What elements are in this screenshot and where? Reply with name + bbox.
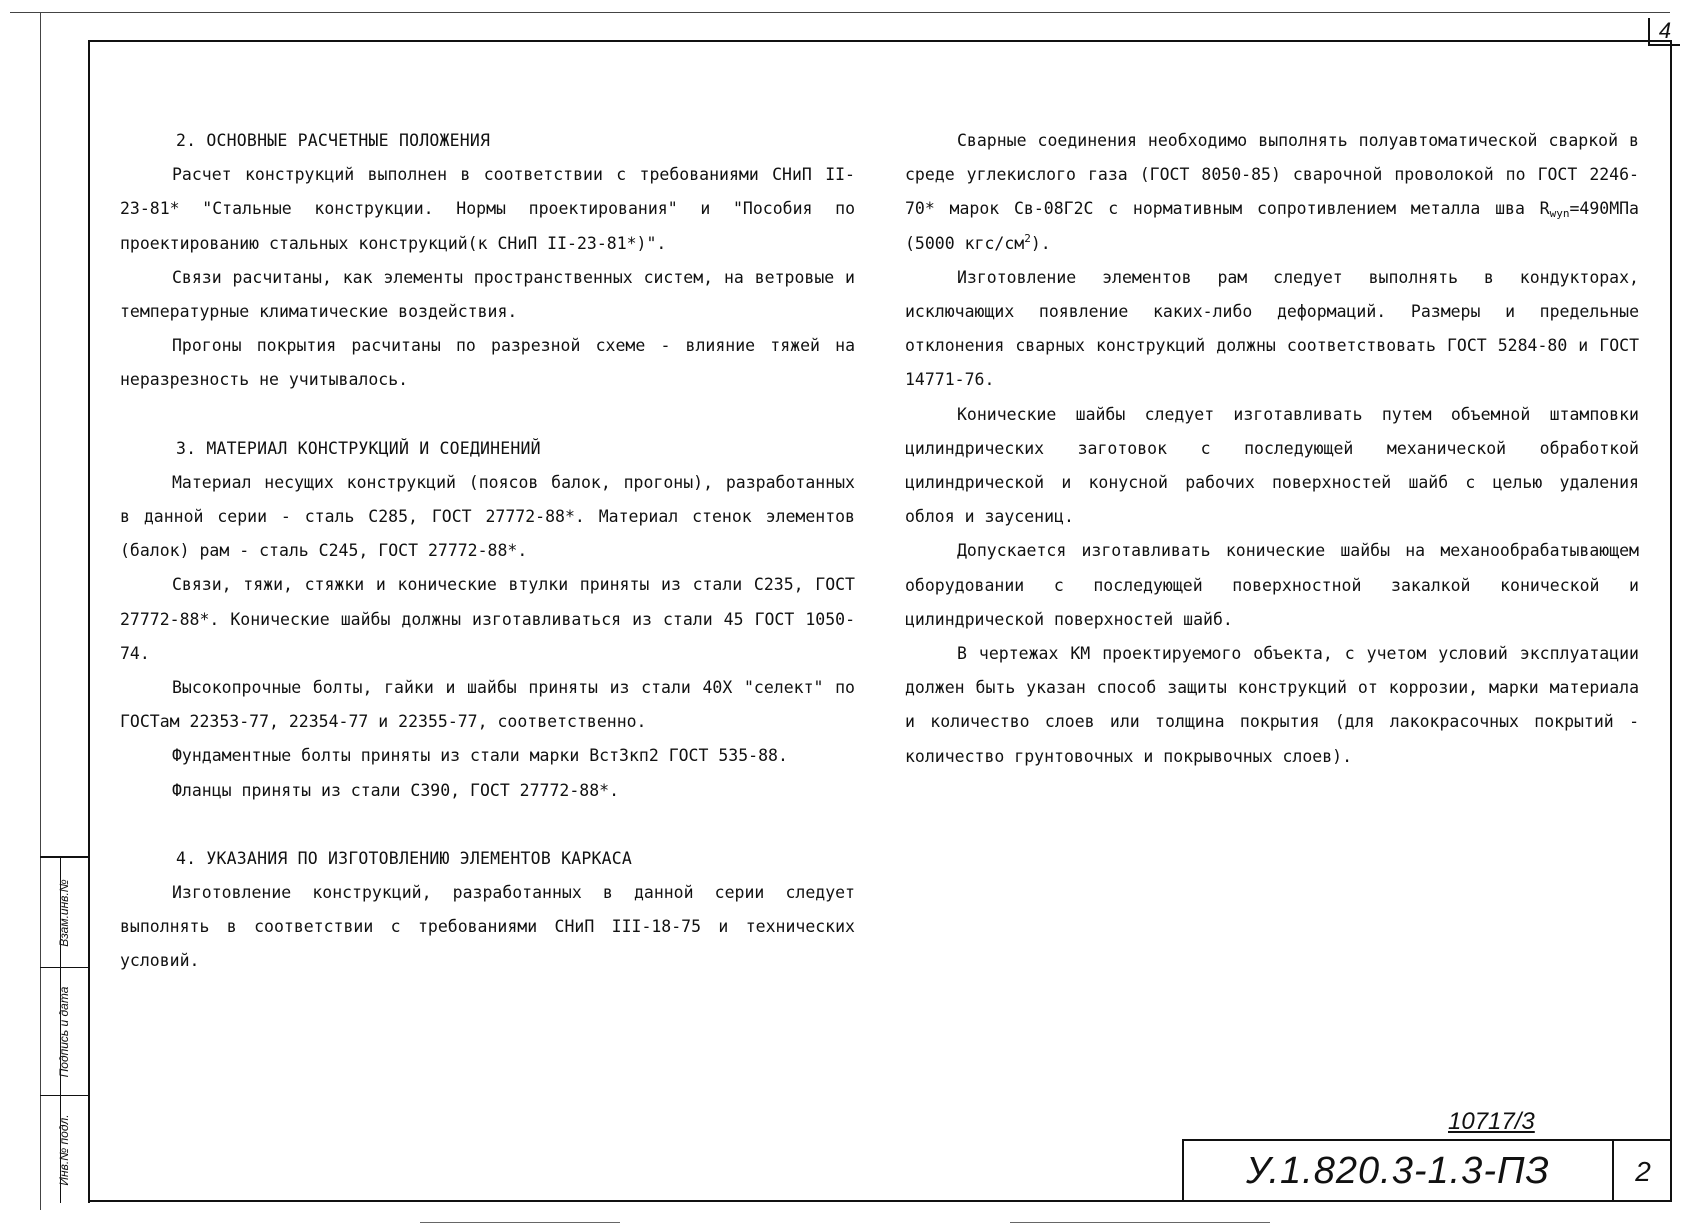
side-cell-replacement-inv (40, 857, 88, 967)
side-label-signature-date: Подпись и дата (57, 986, 71, 1077)
sheet-top-edge (10, 12, 1670, 13)
side-cell-signature-date (40, 967, 88, 1095)
bottom-scan-line (1010, 1222, 1270, 1223)
section-2-title: 2. ОСНОВНЫЕ РАСЧЕТНЫЕ ПОЛОЖЕНИЯ (176, 131, 491, 150)
section-gap (120, 398, 855, 432)
section-3-paragraph: Фланцы приняты из стали С390, ГОСТ 27772-88*. (172, 780, 620, 800)
section-2-paragraph: Связи расчитаны, как элементы пространственных систем, на ветровые и температурные климатические воздействия. (120, 267, 855, 322)
welding-text: Сварные соединения необходимо выполнять полуавтоматической сваркой в среде углекислого газа (ГОСТ 8050-85) сварочной проволокой по ГОСТ 2246-70* марок Св-08Г2С с нормативным сопротивлением металла шва R (905, 131, 1639, 219)
section-3-paragraph: Материал несущих конструкций (поясов балок, прогоны), разработанных в данной серии - сталь С285, ГОСТ 27772-88*. Материал стенок элементов (балок) рам - сталь С245, ГОСТ 27772-88*. (120, 472, 855, 561)
section-2-paragraph: Прогоны покрытия расчитаны по разрезной схеме - влияние тяжей на неразрезность не учитывалось. (120, 336, 855, 390)
corner-page-number: 4 (1648, 18, 1680, 46)
right-paragraph: Изготовление элементов рам следует выполнять в кондукторах, исключающих появление каких-либо деформаций. Размеры и предельные отклонения сварных конструкций должны соответствовать ГОСТ 5284-80 и ГОСТ 14771-76. (905, 267, 1639, 390)
side-label-original-inv: Инв.№ подл. (57, 1113, 71, 1186)
document-code: У.1.820.3-1.3-ПЗ (1184, 1141, 1614, 1202)
side-cell-original-inv (40, 1095, 88, 1203)
right-paragraph: Конические шайбы следует изготавливать путем объемной штамповки цилиндрических заготовок с последующей механической обработкой цилиндрической и конусной рабочих поверхностей шайб с целью удаления облоя и заусениц. (905, 404, 1639, 527)
inventory-number: 10717/3 (1448, 1108, 1535, 1135)
welding-text-mid: =490МПа (5000 кгс/см (905, 199, 1639, 253)
sheet-number: 2 (1635, 1156, 1651, 1187)
welding-paragraph (905, 124, 1639, 261)
right-paragraph: В чертежах КМ проектируемого объекта, с учетом условий эксплуатации должен быть указан способ защиты конструкций от коррозии, марки материала и количество слоев или толщина покрытия (для лакокрасочных покрытий - количество грунтовочных и покрывочных слоев). (905, 644, 1639, 766)
side-stamp-strip (40, 856, 90, 1203)
bottom-scan-line (420, 1222, 620, 1223)
section-3-title: 3. МАТЕРИАЛ КОНСТРУКЦИЙ И СОЕДИНЕНИЙ (176, 438, 541, 458)
unit-superscript: 2 (1024, 231, 1031, 245)
section-3-paragraph: Высокопрочные болты, гайки и шайбы приняты из стали 40Х "селект" по ГОСТам 22353-77, 22354-77 и 22355-77, соответственно. (120, 678, 855, 732)
right-text-column (905, 124, 1639, 774)
section-4-paragraph: Изготовление конструкций, разработанных в данной серии следует выполнять в соответствии с требованиями СНиП III-18-75 и технических условий. (120, 883, 855, 971)
resistance-subscript: wyn (1549, 207, 1570, 221)
left-text-column (120, 124, 855, 979)
section-gap (120, 808, 855, 842)
title-block (1182, 1139, 1672, 1202)
welding-text-end: ). (1030, 233, 1051, 253)
section-3-paragraph: Связи, тяжи, стяжки и конические втулки приняты из стали С235, ГОСТ 27772-88*. Конические шайбы должны изготавливаться из стали 45 ГОСТ 1050-74. (120, 575, 855, 663)
right-paragraph: Допускается изготавливать конические шайбы на механообрабатывающем оборудовании с последующей поверхностной закалкой конической и цилиндрической поверхностей шайб. (905, 541, 1639, 629)
section-2-paragraph: Расчет конструкций выполнен в соответствии с требованиями СНиП II-23-81* "Стальные конструкции. Нормы проектирования" и "Пособия по проектированию стальных конструкций(к СНиП II-23-81*)". (120, 165, 855, 253)
side-label-replacement-inv: Взам.инв.№ (57, 878, 71, 947)
section-4-title: 4. УКАЗАНИЯ ПО ИЗГОТОВЛЕНИЮ ЭЛЕМЕНТОВ КАРКАСА (176, 848, 633, 868)
section-3-paragraph: Фундаментные болты приняты из стали марки ВстЗкп2 ГОСТ 535-88. (172, 746, 788, 766)
